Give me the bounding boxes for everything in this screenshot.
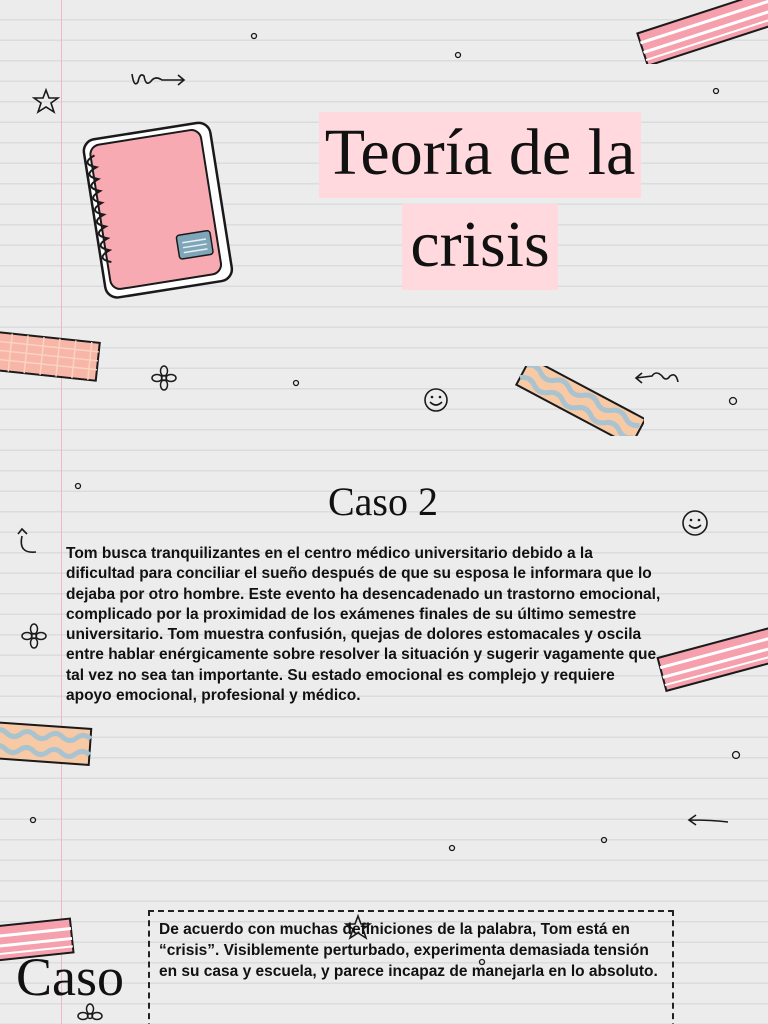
arrow-icon xyxy=(632,368,682,388)
box-text: De acuerdo con muchas definiciones de la palabra, Tom está en “crisis”. Visiblemente perturbado, experimenta demasiada tensión en su casa y escuela, y parece incapaz de manejarla en lo absoluto. xyxy=(159,921,658,980)
case-description: Tom busca tranquilizantes en el centro médico universitario debido a la dificultad para conciliar el sueño después de que su esposa le informara que lo dejaba por otro hombre. Este evento ha desencadenado un trastorno emocional, complicado por la proximidad de los exámenes finales de su último semestre universitario. Tom muestra confusión, quejas de dolores estomacales y oscila entre hablar enérgicamente sobre resolver la situación y sugerir vagamente que tal vez no sea tan importante. Su estado emocional es complejo y requiere apoyo emocional, profesional y médico. xyxy=(66,545,661,705)
flower-icon xyxy=(150,364,178,392)
dot-icon xyxy=(600,836,608,844)
page-title xyxy=(290,112,670,296)
washi-tape-left xyxy=(0,326,104,388)
dot-icon xyxy=(250,32,258,40)
footer-caso-label: Caso xyxy=(16,947,124,1007)
arrow-icon xyxy=(128,68,190,92)
title-line-1: Teoría de la xyxy=(319,112,642,198)
dashed-text-box xyxy=(148,910,674,1024)
washi-tape-left-lower xyxy=(0,716,96,774)
dot-icon xyxy=(712,87,720,95)
star-icon xyxy=(32,88,60,114)
smiley-icon xyxy=(422,386,450,414)
dot-icon xyxy=(74,482,82,490)
section-heading: Caso 2 xyxy=(328,479,438,524)
washi-tape-top-right xyxy=(632,0,768,64)
washi-tape-mid-right xyxy=(514,366,644,436)
dot-icon xyxy=(29,816,37,824)
flower-icon xyxy=(20,622,48,650)
notebook-margin-line xyxy=(61,0,62,1024)
notebook-icon xyxy=(74,116,244,306)
curved-arrow-icon xyxy=(14,526,42,556)
dot-icon xyxy=(728,396,738,406)
washi-tape-right xyxy=(656,622,768,698)
title-line-2: crisis xyxy=(402,204,557,290)
smiley-icon xyxy=(680,508,710,538)
dot-icon xyxy=(731,750,741,760)
dot-icon xyxy=(292,379,300,387)
dot-icon xyxy=(454,51,462,59)
arrow-icon xyxy=(684,810,732,830)
dot-icon xyxy=(448,844,456,852)
